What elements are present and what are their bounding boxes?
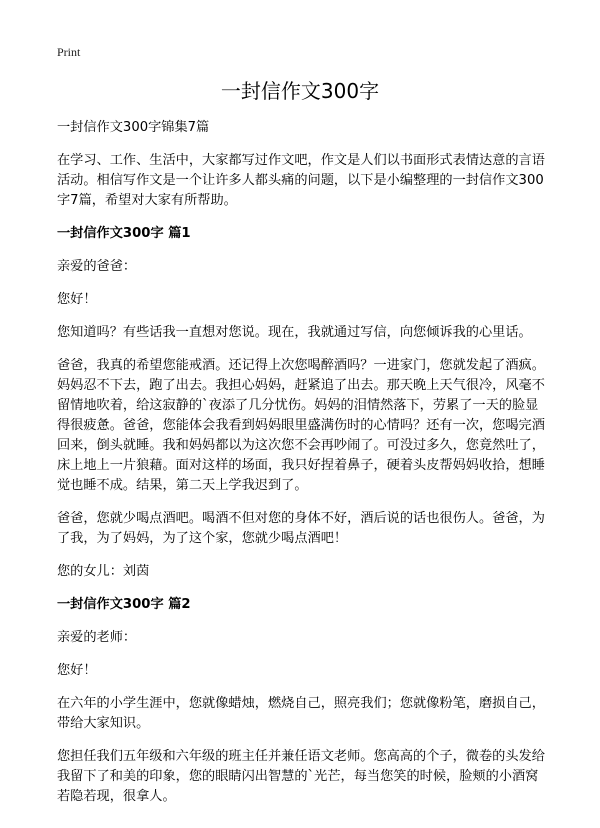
intro-paragraph: 在学习、工作、生活中，大家都写过作文吧，作文是人们以书面形式表情达意的言语活动。相信写作文是一个让许多人都头痛的问题，以下是小编整理的一封信作文300字7篇，希望对大家有所帮助。 — [57, 153, 545, 208]
print-label[interactable]: Print — [57, 45, 81, 59]
paragraph: 亲爱的爸爸： — [57, 259, 137, 274]
article-body — [57, 118, 551, 820]
article-subtitle: 一封信作文300字锦集7篇 — [57, 120, 210, 135]
paragraph: 您担任我们五年级和六年级的班主任并兼任语文老师。您高高的个子，微卷的头发给我留下了和美的印象，您的眼睛闪出智慧的`光芒，每当您笑的时候，脸颊的小酒窝若隐若现，很拿人。 — [57, 749, 545, 804]
section-heading-2: 一封信作文300字 篇2 — [57, 597, 191, 612]
paragraph: 在六年的小学生涯中，您就像蜡烛，燃烧自己，照亮我们；您就像粉笔，磨损自己，带给大家知识。 — [57, 696, 545, 731]
section-heading-1: 一封信作文300字 篇1 — [57, 226, 191, 241]
paragraph: 亲爱的老师： — [57, 630, 137, 645]
paragraph: 您好！ — [57, 292, 97, 307]
paragraph: 您知道吗？有些话我一直想对您说。现在，我就通过写信，向您倾诉我的心里话。 — [57, 325, 532, 340]
paragraph: 您的女儿：刘茵 — [57, 564, 150, 579]
paragraph: 爸爸，我真的希望您能戒酒。还记得上次您喝醉酒吗？一进家门，您就发起了酒疯。妈妈忍不下去，跑了出去。我担心妈妈，赶紧追了出去。那天晚上天气很冷，风毫不留情地吹着，给这寂静的`夜添了几分忧伤。妈妈的泪情然落下，劳累了一天的脸显得很疲惫。爸爸，您能体会我看到妈妈眼里盛满伤时的心情吗？还有一次，您喝完酒回来，倒头就睡。我和妈妈都以为这次您不会再吵闹了。可没过多久，您竟然吐了，床上地上一片狼藉。面对这样的场面，我只好捏着鼻子，硬着头皮帮妈妈收拾，想睡觉也睡不成。结果，第二天上学我迟到了。 — [57, 358, 545, 493]
page-title: 一封信作文300字 — [220, 79, 380, 103]
paragraph: 您好！ — [57, 663, 97, 678]
paragraph: 爸爸，您就少喝点酒吧。喝酒不但对您的身体不好，酒后说的话也很伤人。爸爸，为了我，为了妈妈，为了这个家，您就少喝点酒吧！ — [57, 511, 545, 546]
